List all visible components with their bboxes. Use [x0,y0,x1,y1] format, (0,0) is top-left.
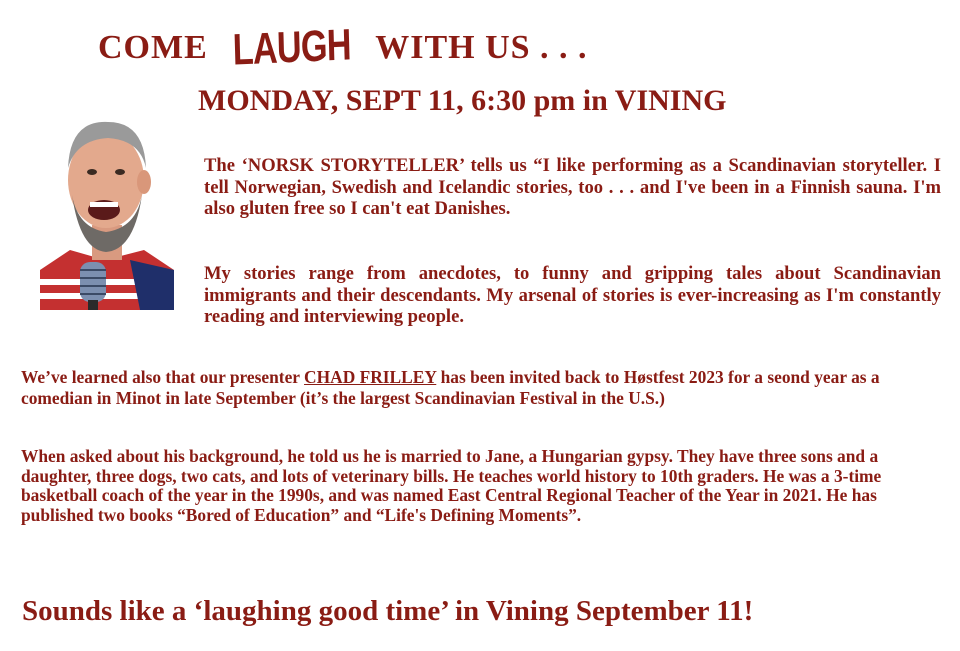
closing-line: Sounds like a ‘laughing good time’ in Vining September 11! [22,595,754,627]
presenter-text-before: We’ve learned also that our presenter [21,367,305,387]
background-paragraph: When asked about his background, he told us he is married to Jane, a Hungarian gypsy. They have three sons and a daughter, three dogs, two cats, and lots of veterinary bills. He teaches world history to 10th graders. He was a 3-time basketball coach of the year in the 1990s, and was named East Central Regional Teacher of the Year in 2021. He has published two books “Bored of Education” and “Life's Defining Moments”. [21,446,882,525]
headline [98,20,588,76]
presenter-text-after: has been invited back to Høstfest 2023 for a seond year as a comedian in Minot in late September (it’s the largest Scandinavian Festival in the U.S.) [21,367,880,408]
stories-paragraph: My stories range from anecdotes, to funny and gripping tales about Scandinavian immigrants and their descendants. My arsenal of stories is ever-increasing as I'm constantly reading and interviewing people. [204,263,941,327]
headline-with-us: WITH US . . . [375,29,588,66]
presenter-name: CHAD FRILLEY [304,367,437,387]
storyteller-quote: The ‘NORSK STORYTELLER’ tells us “I like performing as a Scandinavian storyteller. I tell Norwegian, Swedish and Icelandic stories, too . . . and I've been in a Finnish sauna. I'm also gluten free so I can't eat Danishes. [204,155,941,219]
presenter-paragraph [21,367,941,408]
event-date-location: MONDAY, SEPT 11, 6:30 pm in VINING [198,84,727,117]
performer-photo-icon [40,110,174,310]
performer-photo [40,110,174,310]
headline-come: COME [98,29,208,66]
headline-laugh: LAUGH [231,20,352,75]
